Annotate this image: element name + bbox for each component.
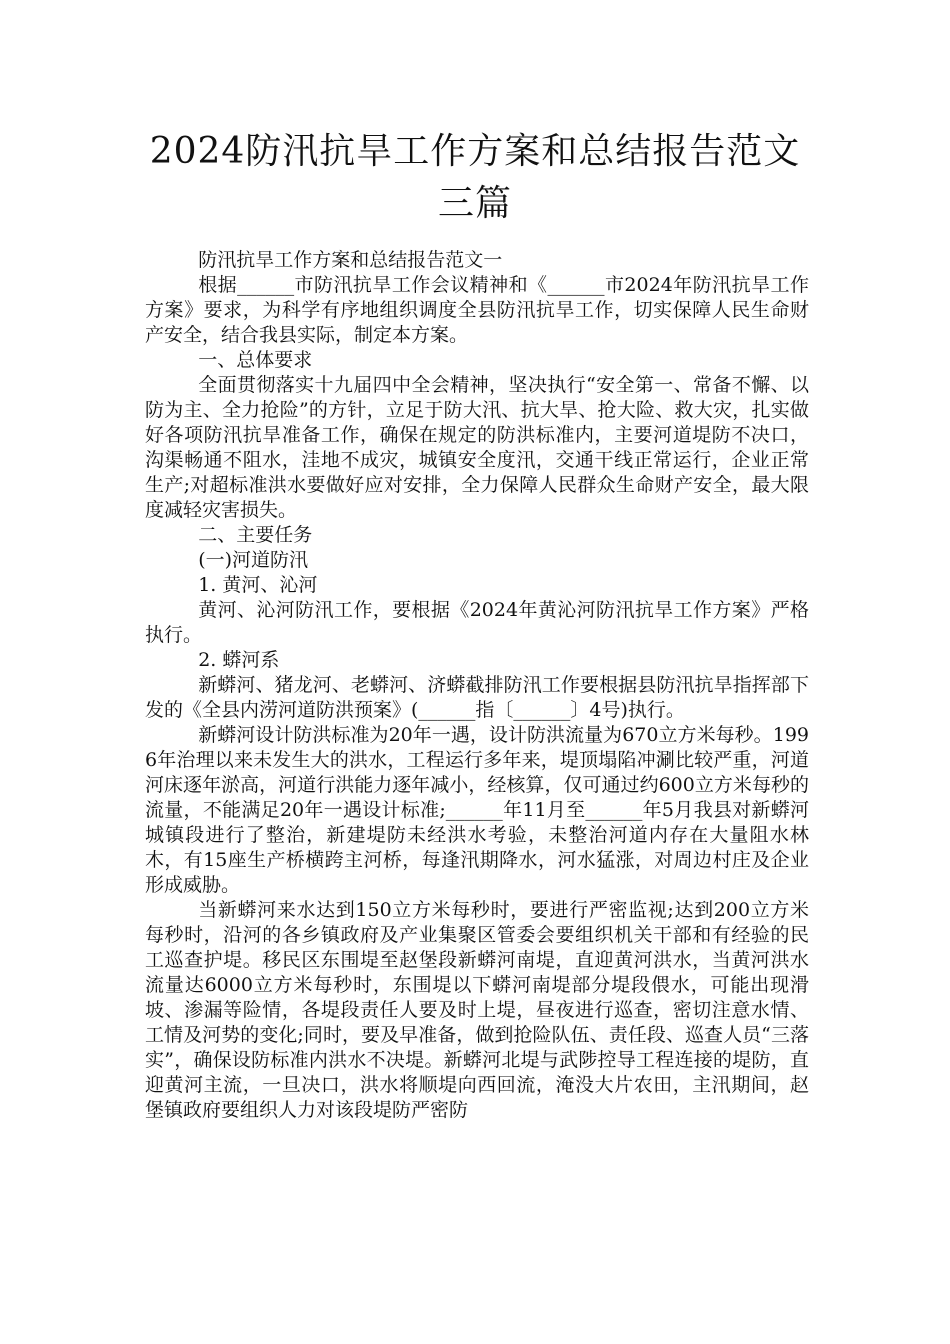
item-heading: 1. 黄河、沁河 [198,574,318,596]
section-heading: 一、总体要求 [198,349,313,371]
section-heading: 二、主要任务 [198,524,313,546]
section-heading: 防汛抗旱工作方案和总结报告范文一 [198,249,503,271]
body-paragraph: 当新蟒河来水达到150立方米每秒时，要进行严密监视;达到200立方米每秒时，沿河的各乡镇政府及产业集聚区管委会要组织机关干部和有经验的民工巡查护堤。移民区东围堤至赵堡段新蟒河南堤，直迎黄河洪水，当黄河洪水流量达6000立方米每秒时，东围堤以下蟒河南堤部分堤段偎水，可能出现滑坡、渗漏等险情，各堤段责任人要及时上堤，昼夜进行巡查，密切注意水情、工情及河势的变化;同时，要及早准备，做到抢险队伍、责任段、巡查人员“三落实”，确保设防标准内洪水不决堤。新蟒河北堤与武陟控导工程连接的堤防，直迎黄河主流，一旦决口，洪水将顺堤向西回流，淹没大片农田，主汛期间，赵堡镇政府要组织人力对该段堤防严密防 [145,899,809,1121]
subsection-heading: (一)河道防汛 [198,549,309,571]
document-body [145,248,809,1123]
body-paragraph: 新蟒河、猪龙河、老蟒河、济蟒截排防汛工作要根据县防汛抗旱指挥部下发的《全县内涝河道防洪预案》(______指〔______〕4号)执行。 [145,674,809,721]
body-paragraph: 黄河、沁河防汛工作，要根据《2024年黄沁河防汛抗旱工作方案》严格执行。 [145,599,809,646]
body-paragraph: 全面贯彻落实十九届四中全会精神，坚决执行“安全第一、常备不懈、以防为主、全力抢险”的方针，立足于防大汛、抗大旱、抢大险、救大灾，扎实做好各项防汛抗旱准备工作，确保在规定的防洪标准内，主要河道堤防不决口，沟渠畅通不阻水，洼地不成灾，城镇安全度汛，交通干线正常运行，企业正常生产;对超标准洪水要做好应对安排，全力保障人民群众生命财产安全，最大限度减轻灾害损失。 [145,374,809,521]
body-paragraph: 新蟒河设计防洪标准为20年一遇，设计防洪流量为670立方米每秒。1996年治理以来未发生大的洪水，工程运行多年来，堤顶塌陷冲涮比较严重，河道河床逐年淤高，河道行洪能力逐年减小，经核算，仅可通过约600立方米每秒的流量，不能满足20年一遇设计标准;______年11月至______年5月我县对新蟒河城镇段进行了整治，新建堤防未经洪水考验，未整治河道内存在大量阻水林木，有15座生产桥横跨主河桥，每逢汛期降水，河水猛涨，对周边村庄及企业形成威胁。 [145,724,809,896]
document-title: 2024防汛抗旱工作方案和总结报告范文三篇 [149,131,801,224]
body-paragraph: 根据______市防汛抗旱工作会议精神和《______市2024年防汛抗旱工作方案》要求，为科学有序地组织调度全县防汛抗旱工作，切实保障人民生命财产安全，结合我县实际，制定本方案。 [145,274,809,346]
item-heading: 2. 蟒河系 [198,649,280,671]
